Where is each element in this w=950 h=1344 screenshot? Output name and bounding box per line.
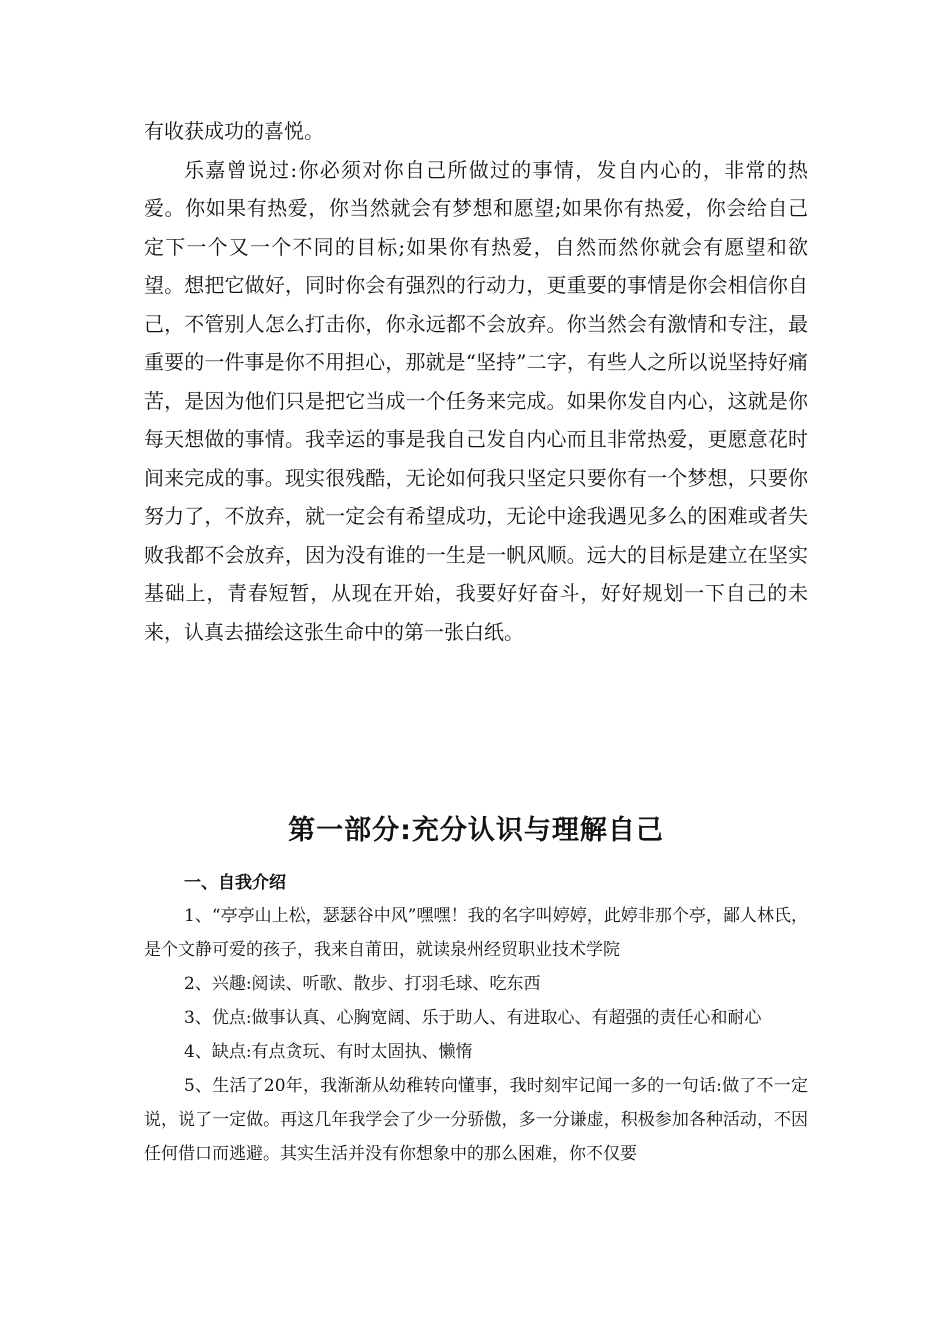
quote-paragraph: 乐嘉曾说过:你必须对你自己所做过的事情，发自内心的，非常的热爱。你如果有热爱，你当然就会有梦想和愿望;如果你有热爱，你会给自己定下一个又一个不同的目标;如果你有热爱，自然而然你就会有愿望和欲望。想把它做好，同时你会有强烈的行动力，更重要的事情是你会相信你自己，不管别人怎么打击你，你永远都不会放弃。你当然会有激情和专注，最重要的一件事是你不用担心，那就是“坚持”二字，有些人之所以说坚持好痛苦，是因为他们只是把它当成一个任务来完成。如果你发自内心，这就是你每天想做的事情。我幸运的事是我自己发自内心而且非常热爱，更愿意花时间来完成的事。现实很残酷，无论如何我只坚定只要你有一个梦想，只要你努力了，不放弃，就一定会有希望成功，无论中途我遇见多么的困难或者失败我都不会放弃，因为没有谁的一生是一帆风顺。远大的目标是建立在坚实基础上，青春短暂，从现在开始，我要好好奋斗，好好规划一下自己的未来，认真去描绘这张生命中的第一张白纸。: [144, 157, 808, 644]
list-item: 2、兴趣:阅读、听歌、散步、打羽毛球、吃东西: [184, 974, 541, 994]
section-title: 第一部分:充分认识与理解自己: [288, 815, 664, 846]
list-item: 1、“亭亭山上松，瑟瑟谷中风”嘿嘿！我的名字叫婷婷，此婷非那个亭，鄙人林氏，是个文静可爱的孩子，我来自莆田，就读泉州经贸职业技术学院: [144, 906, 808, 960]
list-item: 5、生活了20年，我渐渐从幼稚转向懂事，我时刻牢记闻一多的一句话:做了不一定说，说了一定做。再这几年我学会了少一分骄傲，多一分谦虚，积极参加各种活动，不因任何借口而逃避。其实生活并没有你想象中的那么困难，你不仅要: [144, 1076, 808, 1164]
section-subtitle: 一、自我介绍: [184, 873, 286, 893]
section-gap: [144, 651, 808, 801]
list-item: 3、优点:做事认真、心胸宽阔、乐于助人、有进取心、有超强的责任心和耐心: [184, 1008, 762, 1028]
document-page: [144, 112, 808, 1171]
continuation-paragraph: 有收获成功的喜悦。: [144, 119, 324, 143]
list-item: 4、缺点:有点贪玩、有时太固执、懒惰: [184, 1042, 473, 1062]
